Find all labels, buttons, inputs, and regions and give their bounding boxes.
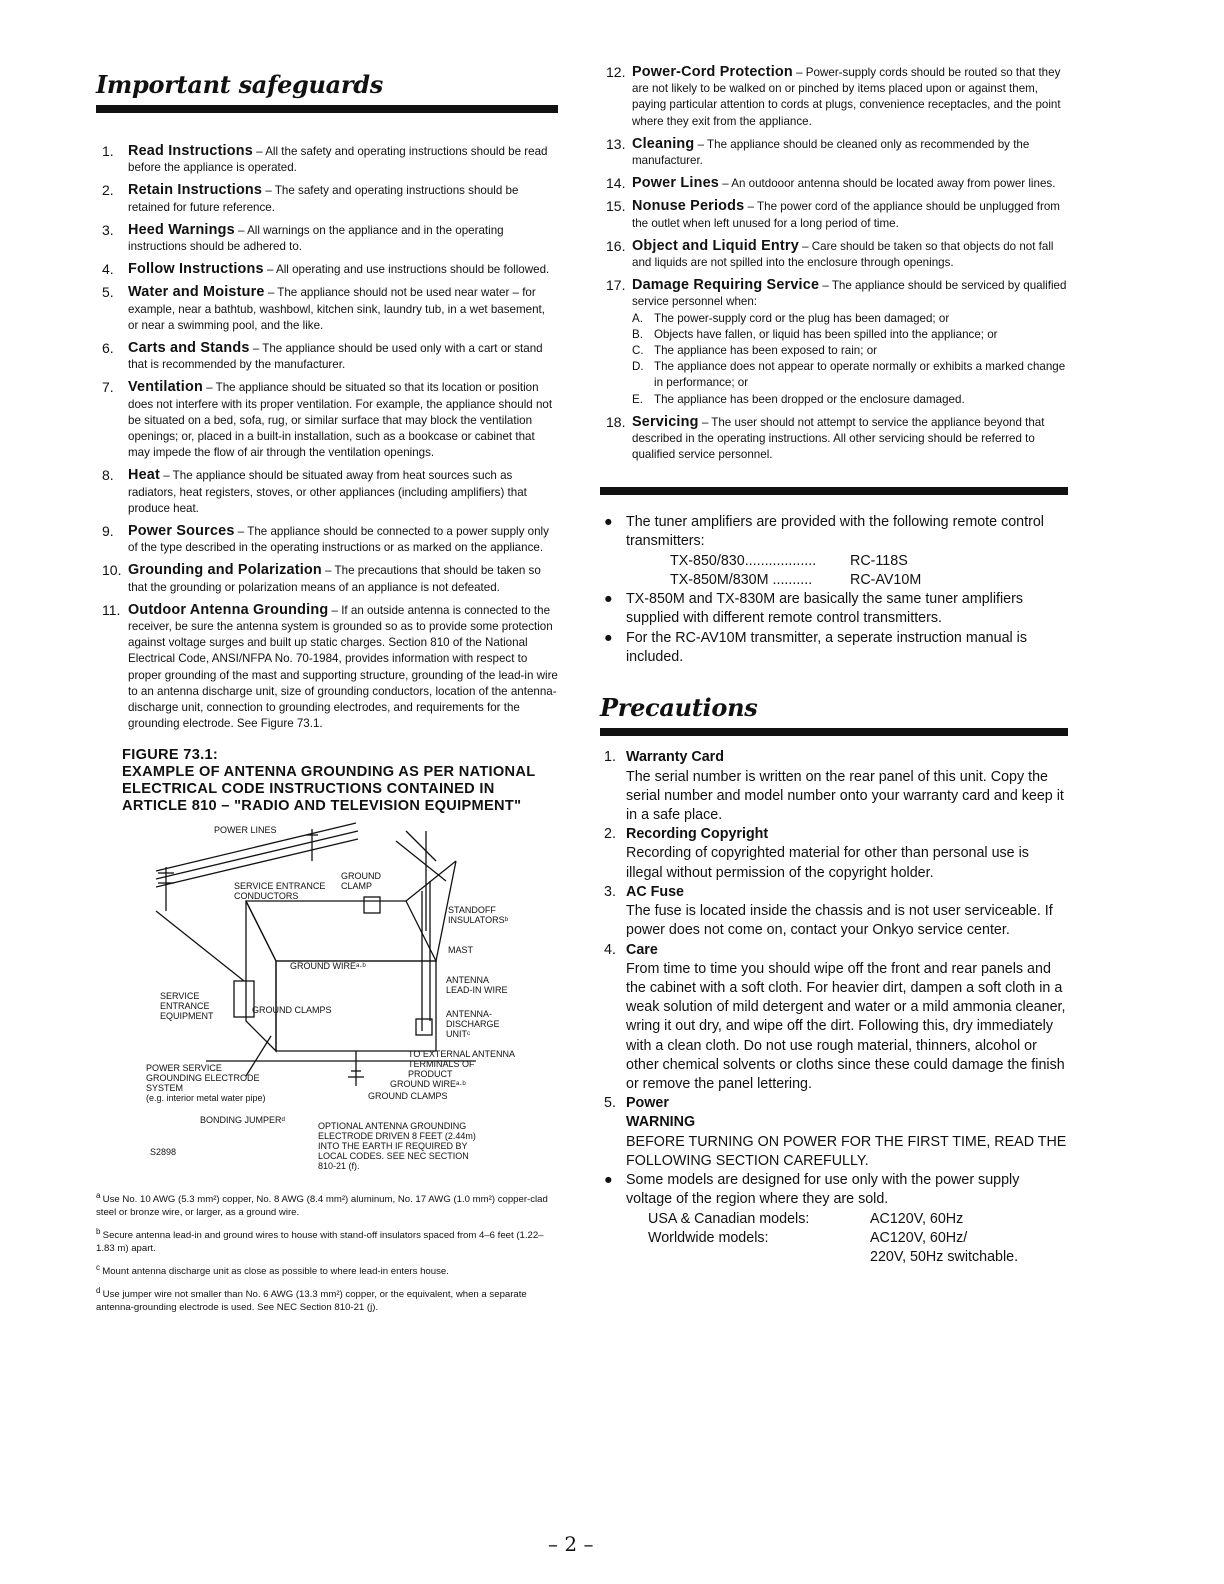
precaution-text: From time to time you should wipe off the front and rear panels and the cabinet with a soft cloth. For heavier dirt, dampen a soft cloth in a weak solution of mild detergent and water or a mild ammonia cleaner, wring it out dry, and wipe off the dirt. Following this, dry immediately with a clean cloth. Do not use rough material, thinners, alcohol or other chemical solvents or cloths since these could damage the finish or remove the panel lettering. <box>626 960 1066 1092</box>
safeguard-item <box>96 143 558 176</box>
item-text: – The appliance should be cleaned only as recommended by the manufacturer. <box>632 137 1030 168</box>
precaution-item <box>600 1094 1068 1113</box>
models-bullet <box>600 590 1068 628</box>
precaution-heading: AC Fuse <box>626 883 684 900</box>
item-number: 12. <box>606 64 626 80</box>
condition-text: The appliance has been dropped or the enclosure damaged. <box>654 392 965 406</box>
item-heading: Carts and Stands <box>128 340 250 357</box>
voltage-region: Worldwide models: <box>648 1229 769 1246</box>
damage-condition <box>632 343 1068 359</box>
item-text: – The precautions that should be taken so that the grounding or polarization means of an appliance is not defeated. <box>128 564 541 594</box>
damage-condition <box>632 311 1068 327</box>
precaution-number: 4. <box>604 941 616 958</box>
item-number: 3. <box>102 221 114 238</box>
safeguard-item <box>96 222 558 255</box>
safeguard-item <box>96 562 558 595</box>
item-heading: Nonuse Periods <box>632 198 745 215</box>
condition-text: Objects have fallen, or liquid has been spilled into the appliance; or <box>654 327 998 341</box>
item-heading: Read Instructions <box>128 143 253 159</box>
remote-row <box>670 571 1068 590</box>
precaution-text: The serial number is written on the rear panel of this unit. Copy the serial number and model number onto your warranty card and keep it in a safe place. <box>626 768 1064 824</box>
precaution-number: 2. <box>604 826 616 843</box>
right-column <box>600 64 1068 1267</box>
safeguard-item <box>96 284 558 334</box>
safeguard-item <box>600 136 1068 169</box>
fig-label-ground-clamps-2: GROUND CLAMPS <box>368 1090 448 1101</box>
voltage-value: AC120V, 60Hz/ 220V, 50Hz switchable. <box>870 1229 1019 1265</box>
precautions-title: Precautions <box>600 693 758 723</box>
safeguard-item <box>96 261 558 278</box>
remote-row <box>670 552 1068 571</box>
damage-condition <box>632 392 1068 408</box>
fig-label-discharge-unit: ANTENNA- DISCHARGE UNITᶜ <box>446 1008 500 1039</box>
condition-text: The appliance has been exposed to rain; or <box>654 344 878 358</box>
remote-bullet-text: The tuner amplifiers are provided with the following remote control transmitters: <box>626 514 1044 550</box>
precaution-heading: Warranty Card <box>626 749 724 766</box>
damage-condition <box>632 359 1068 391</box>
bullet-icon: ● <box>604 514 613 531</box>
precaution-text: The fuse is located inside the chassis and is not user serviceable. If power does not come on, contact your Onkyo service center. <box>626 903 1053 939</box>
fig-label-optional: OPTIONAL ANTENNA GROUNDING ELECTRODE DRIVEN 8 FEET (2.44m) INTO THE EARTH IF REQUIRED BY LOCAL CODES. SEE NEC SECTION 810-21 (f). <box>318 1120 476 1171</box>
item-number: 7. <box>102 379 114 396</box>
item-text: – The appliance should be connected to a power supply only of the type described in the operating instructions or as marked on the appliance. <box>128 525 549 555</box>
item-heading: Power-Cord Protection <box>632 64 793 80</box>
item-number: 2. <box>102 182 114 199</box>
condition-letter: C. <box>632 344 644 358</box>
section-rule <box>600 487 1068 495</box>
precaution-item <box>600 883 1068 941</box>
item-text: – If an outside antenna is connected to the receiver, be sure the antenna system is grounded so as to provide some protection against voltage surges and built up static charges. Section 810 of the National Electrical Code, ANSI/NFPA No. 70-1984, provides information with respect to proper grounding of the mast and supporting structure, grounding of the lead-in wire to an antenna discharge unit, size of grounding conductors, location of the antenna-discharge unit, connection to grounding electrodes, and requirements for the grounding electrode. See Figure 73.1. <box>128 603 558 731</box>
voltage-table <box>648 1210 1068 1267</box>
safeguards-list-continued <box>600 64 1068 463</box>
fig-label-mast: MAST <box>448 944 474 955</box>
precaution-number: 1. <box>604 749 616 766</box>
item-text: – An outdooor antenna should be located away from power lines. <box>718 177 1056 191</box>
item-number: 6. <box>102 340 114 357</box>
item-number: 9. <box>102 523 114 540</box>
precaution-number: 5. <box>604 1095 616 1112</box>
fig-label-bonding-jumper: BONDING JUMPERᵈ <box>200 1114 285 1125</box>
item-text: – The user should not attempt to service the appliance beyond that described in the operating instructions. All other servicing should be referred to qualified service personnel. <box>632 415 1045 462</box>
footnote-text: Use jumper wire not smaller than No. 6 AWG (13.3 mm²) copper, or the equivalent, when a separate antenna-grounding electrode is used. See NEC Section 810-21 (j). <box>96 1289 527 1314</box>
safeguard-item <box>600 198 1068 231</box>
footnote <box>96 1189 558 1219</box>
precaution-item <box>600 941 1068 1095</box>
item-heading: Grounding and Polarization <box>128 562 322 579</box>
precaution-item <box>600 748 1068 825</box>
safeguards-list <box>96 143 558 733</box>
item-text: – All warnings on the appliance and in the operating instructions should be adhered to. <box>128 223 504 254</box>
item-number: 17. <box>606 277 626 294</box>
item-heading: Outdoor Antenna Grounding <box>128 601 329 618</box>
safeguard-item <box>96 182 558 215</box>
remote-name: RC-118S <box>850 553 908 570</box>
voltage-region: USA & Canadian models: <box>648 1210 810 1227</box>
item-heading: Cleaning <box>632 135 695 152</box>
safeguard-item <box>96 467 558 517</box>
footnote-mark: d <box>96 1286 103 1296</box>
item-text: – The power cord of the appliance should be unplugged from the outlet when left unused for a long period of time. <box>632 200 1060 230</box>
footnote-mark: c <box>96 1262 103 1272</box>
condition-letter: A. <box>632 311 643 325</box>
item-heading: Ventilation <box>128 379 203 396</box>
item-number: 1. <box>102 143 114 159</box>
voltage-row <box>648 1229 1068 1267</box>
item-text: – Power-supply cords should be routed so that they are not likely to be walked on or pinched by items placed upon or against them, paying particular attention to cords at plugs, convenience receptacles, and the point where they exit from the appliance. <box>632 66 1061 128</box>
figure-caption: FIGURE 73.1: EXAMPLE OF ANTENNA GROUNDING AS PER NATIONAL ELECTRICAL CODE INSTRUCTIONS CONTAINED IN ARTICLE 810 – "RADIO AND TELEVISION EQUIPMENT" <box>122 746 536 814</box>
item-heading: Damage Requiring Service <box>632 277 820 294</box>
bullet-icon: ● <box>604 630 613 647</box>
item-text: – Care should be taken so that objects do not fall and liquids are not spilled into the enclosure through openings. <box>632 239 1054 270</box>
item-number: 18. <box>606 413 626 430</box>
voltage-bullet <box>600 1171 1068 1209</box>
item-text: – The appliance should be used only with a cart or stand that is recommended by the manufacturer. <box>128 342 543 372</box>
bullet-icon: ● <box>604 591 613 608</box>
item-text: – The safety and operating instructions should be retained for future reference. <box>128 184 519 214</box>
precaution-number: 3. <box>604 883 616 900</box>
fig-label-ground-clamps: GROUND CLAMPS <box>252 1004 332 1015</box>
item-heading: Power Lines <box>632 175 719 192</box>
fig-label-power-lines: POWER LINES <box>214 824 277 835</box>
item-number: 16. <box>606 237 626 254</box>
item-number: 4. <box>102 261 114 278</box>
fig-label-service-equipment: SERVICE ENTRANCE EQUIPMENT <box>160 990 214 1021</box>
footnote-text: Use No. 10 AWG (5.3 mm²) copper, No. 8 AWG (8.4 mm²) aluminum, No. 17 AWG (1.0 mm²) copper-clad steel or bronze wire, or larger, as a ground wire. <box>96 1193 548 1218</box>
models-bullet-text: TX-850M and TX-830M are basically the same tuner amplifiers supplied with different remote control transmitters. <box>626 591 1024 627</box>
footnotes <box>96 1189 558 1315</box>
item-text: – All operating and use instructions should be followed. <box>263 263 550 277</box>
item-text: – The appliance should not be used near water – for example, near a bathtub, washbowl, kitchen sink, laundry tub, in a wet basement, or near a swimming pool, and the like. <box>128 286 545 332</box>
item-number: 13. <box>606 135 626 152</box>
model-name: TX-850/830.................. <box>670 553 817 570</box>
item-heading: Heat <box>128 467 160 484</box>
fig-label-ground-wire-2: GROUND WIREᵃ·ᵇ <box>390 1078 466 1089</box>
model-name: TX-850M/830M .......... <box>670 572 813 589</box>
precaution-text: Recording of copyrighted material for other than personal use is illegal without permission of the copyright holder. <box>626 845 1029 881</box>
item-heading: Follow Instructions <box>128 261 264 278</box>
item-number: 10. <box>102 562 122 579</box>
footnote-mark: b <box>96 1226 103 1236</box>
item-number: 11. <box>102 601 121 618</box>
item-number: 8. <box>102 467 114 484</box>
item-number: 14. <box>606 175 626 192</box>
fig-label-leadin: ANTENNA LEAD-IN WIRE <box>446 974 508 995</box>
manual-bullet-text: For the RC-AV10M transmitter, a seperate instruction manual is included. <box>626 630 1028 666</box>
left-column <box>96 70 558 1314</box>
precautions-list <box>600 748 1068 1113</box>
safeguard-item <box>600 238 1068 271</box>
warning-text: BEFORE TURNING ON POWER FOR THE FIRST TIME, READ THE FOLLOWING SECTION CAREFULLY. <box>626 1133 1067 1169</box>
item-text: – All the safety and operating instructions should be read before the appliance is operated. <box>128 145 548 175</box>
fig-label-service-conductors: SERVICE ENTRANCE CONDUCTORS <box>234 880 326 901</box>
item-heading: Retain Instructions <box>128 182 263 199</box>
footnote-text: Secure antenna lead-in and ground wires to house with stand-off insulators spaced from 4–6 feet (1.22–1.83 m) apart. <box>96 1229 544 1254</box>
item-number: 15. <box>606 198 626 215</box>
fig-label-standoff: STANDOFF INSULATORSᵇ <box>448 904 509 925</box>
warning-heading: WARNING <box>626 1114 696 1131</box>
item-heading: Servicing <box>632 413 699 430</box>
warning-block <box>600 1113 1068 1171</box>
precaution-heading: Recording Copyright <box>626 826 769 843</box>
fig-label-ground-wire: GROUND WIREᵃ·ᵇ <box>290 960 366 971</box>
condition-text: The power-supply cord or the plug has been damaged; or <box>654 311 950 325</box>
item-number: 5. <box>102 284 114 301</box>
item-heading: Power Sources <box>128 523 235 540</box>
precaution-item <box>600 825 1068 883</box>
precaution-heading: Care <box>626 941 658 958</box>
safeguard-item <box>96 602 558 733</box>
safeguard-item <box>600 175 1068 192</box>
item-heading: Heed Warnings <box>128 221 235 238</box>
precaution-heading: Power <box>626 1095 669 1112</box>
fig-label-to-external: TO EXTERNAL ANTENNA TERMINALS OF PRODUCT <box>408 1048 516 1079</box>
item-text: – The appliance should be situated so that its location or position does not interfere with its proper ventilation. For example, the appliance should not be situated on a bed, sofa, rug, or similar surface that may block the ventilation openings; or, placed in a built-in installation, such as a bookcase or cabinet that may impede the flow of air through the ventilation openings. <box>128 381 553 460</box>
item-heading: Water and Moisture <box>128 284 265 301</box>
safeguard-item <box>96 523 558 556</box>
voltage-value: AC120V, 60Hz <box>870 1210 964 1227</box>
condition-letter: E. <box>632 392 643 406</box>
footnote <box>96 1225 558 1255</box>
remote-table <box>670 552 1068 590</box>
item-text: – The appliance should be situated away from heat sources such as radiators, heat registers, stoves, or other appliances (including amplifiers) that produce heat. <box>128 469 527 515</box>
condition-letter: D. <box>632 360 644 374</box>
title-rule <box>96 105 558 113</box>
footnote <box>96 1284 558 1314</box>
damage-condition <box>632 327 1068 343</box>
remote-name: RC-AV10M <box>850 572 922 589</box>
condition-text: The appliance does not appear to operate normally or exhibits a marked change in performance; or <box>654 360 1066 390</box>
footnote-mark: a <box>96 1190 103 1200</box>
page-number: – 2 – <box>548 1532 594 1556</box>
fig-label-power-service: POWER SERVICE GROUNDING ELECTRODE SYSTEM (e.g. interior metal water pipe) <box>146 1062 266 1103</box>
item-text: – The appliance should be serviced by qualified service personnel when: <box>632 279 1067 309</box>
manual-bullet <box>600 629 1068 667</box>
antenna-grounding-figure <box>96 821 558 1125</box>
bullet-icon: ● <box>604 1171 613 1188</box>
page-title: Important safeguards <box>96 70 383 99</box>
safeguard-item <box>600 414 1068 464</box>
fig-label-ground-clamp: GROUND CLAMP <box>341 870 381 891</box>
item-heading: Object and Liquid Entry <box>632 237 799 254</box>
remote-bullet <box>600 513 1068 551</box>
footnote <box>96 1261 558 1278</box>
safeguard-item <box>600 64 1068 130</box>
fig-label-code: S2898 <box>150 1146 177 1157</box>
condition-letter: B. <box>632 327 643 341</box>
safeguard-item <box>600 277 1068 408</box>
safeguard-item <box>96 340 558 373</box>
voltage-bullet-text: Some models are designed for use only with the power supply voltage of the region where they are sold. <box>626 1171 1020 1207</box>
voltage-row <box>648 1210 1068 1229</box>
footnote-text: Mount antenna discharge unit as close as possible to where lead-in enters house. <box>102 1266 449 1278</box>
safeguard-item <box>96 379 558 461</box>
precautions-rule <box>600 728 1068 736</box>
figure-bottom <box>96 1121 558 1177</box>
